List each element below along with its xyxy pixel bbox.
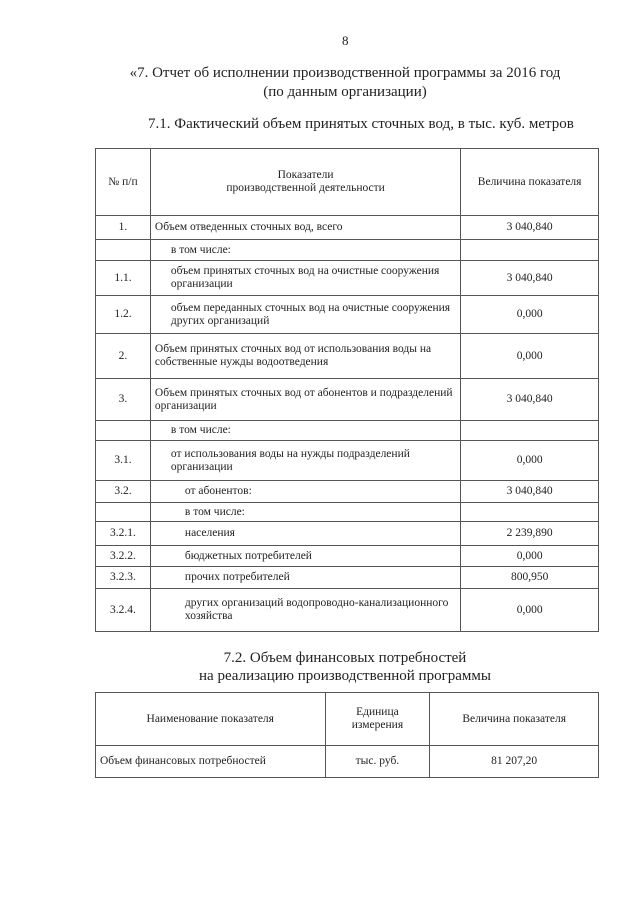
table-row: [96, 503, 599, 522]
row-value: 0,000: [461, 589, 599, 632]
table-row: [96, 746, 599, 778]
row-value: 3 040,840: [461, 481, 599, 503]
row-number: 3.: [96, 379, 151, 421]
row-value: 3 040,840: [461, 261, 599, 296]
row-value: [461, 421, 599, 441]
row-label: объем принятых сточных вод на очистные сооружения организации: [150, 261, 460, 296]
row-value: [461, 503, 599, 522]
header-unit-line-2: измерения: [351, 719, 404, 731]
table-row: [96, 334, 599, 379]
document-title: [0, 64, 640, 102]
table-row: [96, 379, 599, 421]
header-value: Величина показателя: [430, 693, 599, 746]
header-number: № п/п: [96, 149, 151, 216]
row-label: других организаций водопроводно-канализационного хозяйства: [150, 589, 460, 632]
row-label: в том числе:: [150, 421, 460, 441]
row-label: Объем принятых сточных вод от абонентов и подразделений организации: [150, 379, 460, 421]
table-row: [96, 481, 599, 503]
table-row: [96, 546, 599, 567]
table-row: [96, 296, 599, 334]
row-value: 0,000: [461, 441, 599, 481]
header-indicator: [150, 149, 460, 216]
row-number: 3.2.4.: [96, 589, 151, 632]
row-value: 0,000: [461, 546, 599, 567]
section-7-2-heading-line-2: на реализацию производственной программы: [199, 668, 491, 684]
row-value: 0,000: [461, 296, 599, 334]
header-indicator-line-2: производственной деятельности: [226, 182, 385, 194]
section-7-1-heading: 7.1. Фактический объем принятых сточных вод, в тыс. куб. метров: [148, 116, 574, 132]
row-value: 3 040,840: [461, 216, 599, 240]
title-line-2: (по данным организации): [263, 84, 427, 100]
row-number: 3.1.: [96, 441, 151, 481]
row-label: объем переданных сточных вод на очистные сооружения других организаций: [150, 296, 460, 334]
financial-table: [95, 692, 599, 778]
table-header-row: [96, 693, 599, 746]
page-number: 8: [342, 33, 349, 48]
row-label: Объем финансовых потребностей: [96, 746, 326, 778]
row-number: 1.2.: [96, 296, 151, 334]
table-row: [96, 240, 599, 261]
row-number: [96, 421, 151, 441]
row-number: 3.2.: [96, 481, 151, 503]
row-number: 2.: [96, 334, 151, 379]
header-value: Величина показателя: [461, 149, 599, 216]
row-number: 3.2.1.: [96, 522, 151, 546]
row-number: 1.1.: [96, 261, 151, 296]
row-number: [96, 240, 151, 261]
table-row: [96, 441, 599, 481]
row-label: Объем принятых сточных вод от использования воды на собственные нужды водоотведения: [150, 334, 460, 379]
header-name: Наименование показателя: [96, 693, 326, 746]
row-label: от использования воды на нужды подразделений организации: [150, 441, 460, 481]
table-row: [96, 589, 599, 632]
row-number: 3.2.2.: [96, 546, 151, 567]
row-number: [96, 503, 151, 522]
section-7-2-heading-line-1: 7.2. Объем финансовых потребностей: [223, 650, 467, 666]
row-label: прочих потребителей: [150, 567, 460, 589]
row-label: Объем отведенных сточных вод, всего: [150, 216, 460, 240]
table-row: [96, 216, 599, 240]
row-label: населения: [150, 522, 460, 546]
row-value: 800,950: [461, 567, 599, 589]
table-row: [96, 421, 599, 441]
row-number: 1.: [96, 216, 151, 240]
title-line-1: «7. Отчет об исполнении производственной программы за 2016 год: [129, 65, 561, 81]
header-unit: [325, 693, 430, 746]
row-value: 81 207,20: [430, 746, 599, 778]
section-7-2-heading: [0, 649, 640, 685]
row-label: бюджетных потребителей: [150, 546, 460, 567]
header-unit-line-1: Единица: [356, 706, 399, 718]
row-value: 0,000: [461, 334, 599, 379]
row-value: [461, 240, 599, 261]
row-value: 2 239,890: [461, 522, 599, 546]
row-unit: тыс. руб.: [325, 746, 430, 778]
table-row: [96, 567, 599, 589]
header-indicator-line-1: Показатели: [277, 169, 334, 181]
table-header-row: [96, 149, 599, 216]
table-row: [96, 261, 599, 296]
table-row: [96, 522, 599, 546]
row-label: в том числе:: [150, 503, 460, 522]
row-label: от абонентов:: [150, 481, 460, 503]
row-value: 3 040,840: [461, 379, 599, 421]
row-label: в том числе:: [150, 240, 460, 261]
wastewater-table: [95, 148, 599, 632]
row-number: 3.2.3.: [96, 567, 151, 589]
